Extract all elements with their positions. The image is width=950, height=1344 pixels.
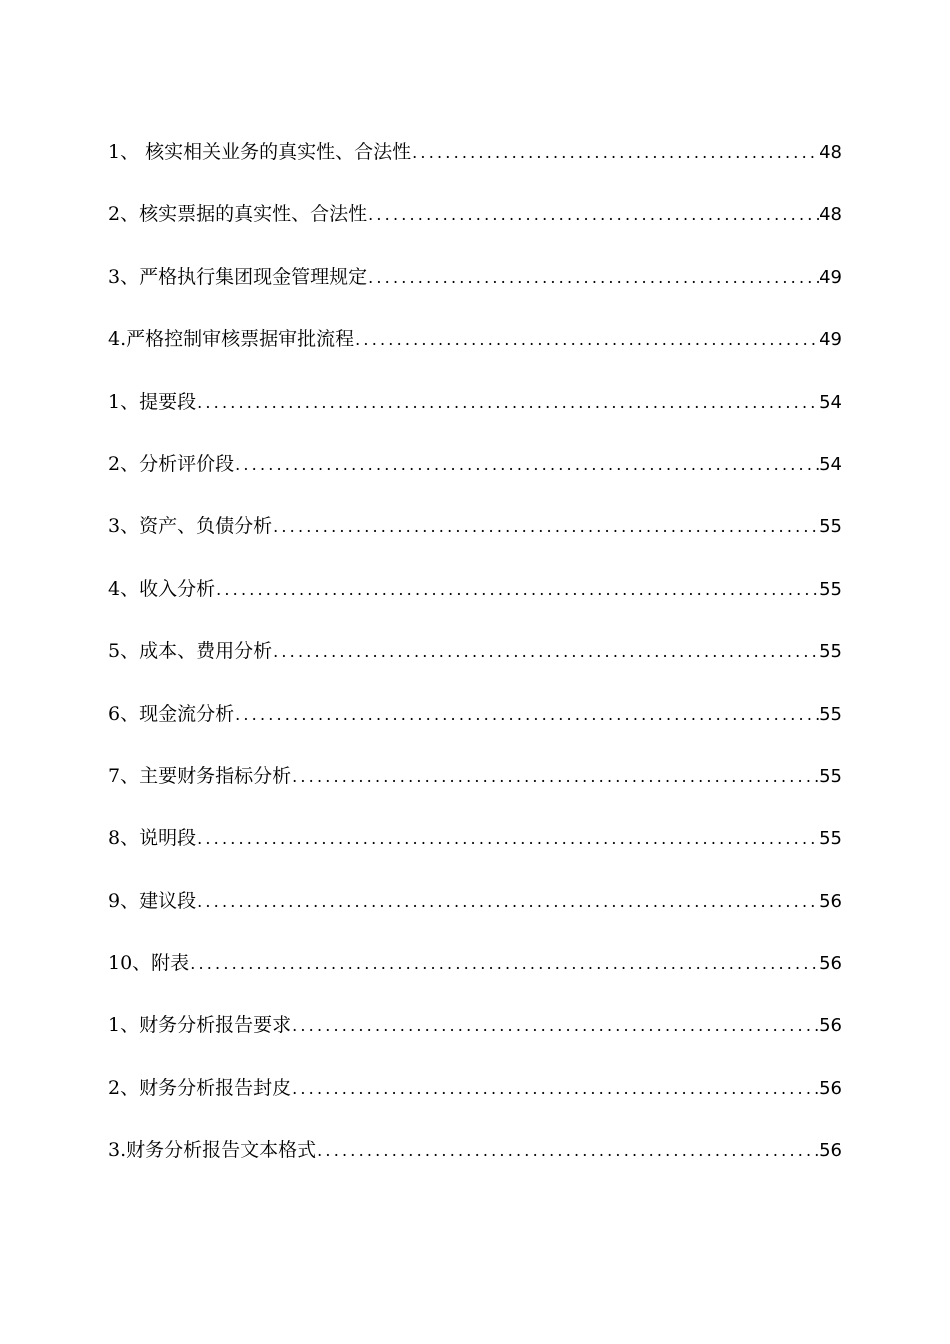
toc-entry-title: 8、说明段: [108, 827, 197, 850]
toc-entry[interactable]: [108, 445, 842, 507]
toc-entry-title: 2、核实票据的真实性、合法性: [108, 203, 368, 226]
toc-entry-page: 55: [819, 703, 842, 725]
toc-dot-leader: [367, 196, 819, 234]
toc-dot-leader: [291, 1070, 819, 1108]
toc-entry-title: 4.严格控制审核票据审批流程: [108, 328, 355, 351]
toc-entry-title: 1、 核实相关业务的真实性、合法性: [108, 141, 412, 163]
toc-entry[interactable]: [108, 1131, 842, 1193]
toc-entry-title: 2、分析评价段: [108, 452, 235, 475]
toc-dot-leader: [234, 446, 819, 484]
toc-dot-leader: [196, 883, 819, 921]
toc-entry-title: 9、建议段: [108, 889, 197, 912]
toc-entry-page: 56: [819, 1140, 842, 1162]
toc-entry[interactable]: [108, 1069, 842, 1131]
toc-dot-leader: [272, 633, 819, 671]
toc-entry-page: 54: [819, 453, 842, 475]
toc-entry-page: 55: [819, 828, 842, 850]
toc-entry-title: 1、提要段: [108, 390, 197, 413]
toc-entry-page: 49: [819, 329, 842, 351]
toc-entry[interactable]: [108, 882, 842, 944]
toc-dot-leader: [411, 134, 819, 172]
toc-entry[interactable]: [108, 1006, 842, 1068]
toc-dot-leader: [215, 571, 819, 609]
toc-entry-title: 1、财务分析报告要求: [108, 1014, 292, 1037]
toc-entry[interactable]: [108, 819, 842, 881]
toc-dot-leader: [291, 758, 819, 796]
toc-entry-title: 3、资产、负债分析: [108, 515, 273, 538]
toc-dot-leader: [196, 384, 819, 422]
toc-entry-title: 5、成本、费用分析: [108, 640, 273, 663]
toc-entry-page: 56: [819, 890, 842, 912]
toc-entry-title: 2、财务分析报告封皮: [108, 1076, 292, 1099]
toc-entry-page: 48: [819, 204, 842, 226]
toc-entry[interactable]: [108, 133, 842, 195]
toc-entry-title: 3、严格执行集团现金管理规定: [108, 265, 368, 288]
toc-dot-leader: [316, 1132, 819, 1170]
toc-dot-leader: [189, 945, 819, 983]
toc-entry[interactable]: [108, 570, 842, 632]
toc-entry-title: 7、主要财务指标分析: [108, 764, 292, 787]
toc-dot-leader: [291, 1007, 819, 1045]
toc-entry-page: 55: [819, 765, 842, 787]
toc-entry[interactable]: [108, 507, 842, 569]
toc-entry-page: 54: [819, 391, 842, 413]
toc-entry-title: 6、现金流分析: [108, 702, 235, 725]
toc-dot-leader: [234, 696, 819, 734]
toc-entry[interactable]: [108, 632, 842, 694]
toc-entry[interactable]: [108, 383, 842, 445]
toc-entry-page: 55: [819, 578, 842, 600]
toc-entry-page: 56: [819, 1077, 842, 1099]
toc-entry-page: 56: [819, 1015, 842, 1037]
toc-entry[interactable]: [108, 757, 842, 819]
toc-entry-page: 55: [819, 641, 842, 663]
toc-entry[interactable]: [108, 258, 842, 320]
toc-entry-page: 56: [819, 953, 842, 975]
toc-entry-page: 48: [819, 142, 842, 163]
toc-entry-page: 55: [819, 516, 842, 538]
toc-entry[interactable]: [108, 320, 842, 382]
toc-entry-title: 4、收入分析: [108, 577, 216, 600]
toc-entry-title: 3.财务分析报告文本格式: [108, 1139, 317, 1162]
toc-dot-leader: [196, 820, 819, 858]
toc-entry-page: 49: [819, 266, 842, 288]
table-of-contents: [108, 133, 842, 1194]
toc-entry[interactable]: [108, 944, 842, 1006]
toc-entry-title: 10、附表: [108, 952, 190, 975]
toc-entry[interactable]: [108, 195, 842, 257]
toc-dot-leader: [272, 508, 819, 546]
toc-dot-leader: [354, 321, 819, 359]
toc-entry[interactable]: [108, 695, 842, 757]
toc-dot-leader: [367, 259, 819, 297]
